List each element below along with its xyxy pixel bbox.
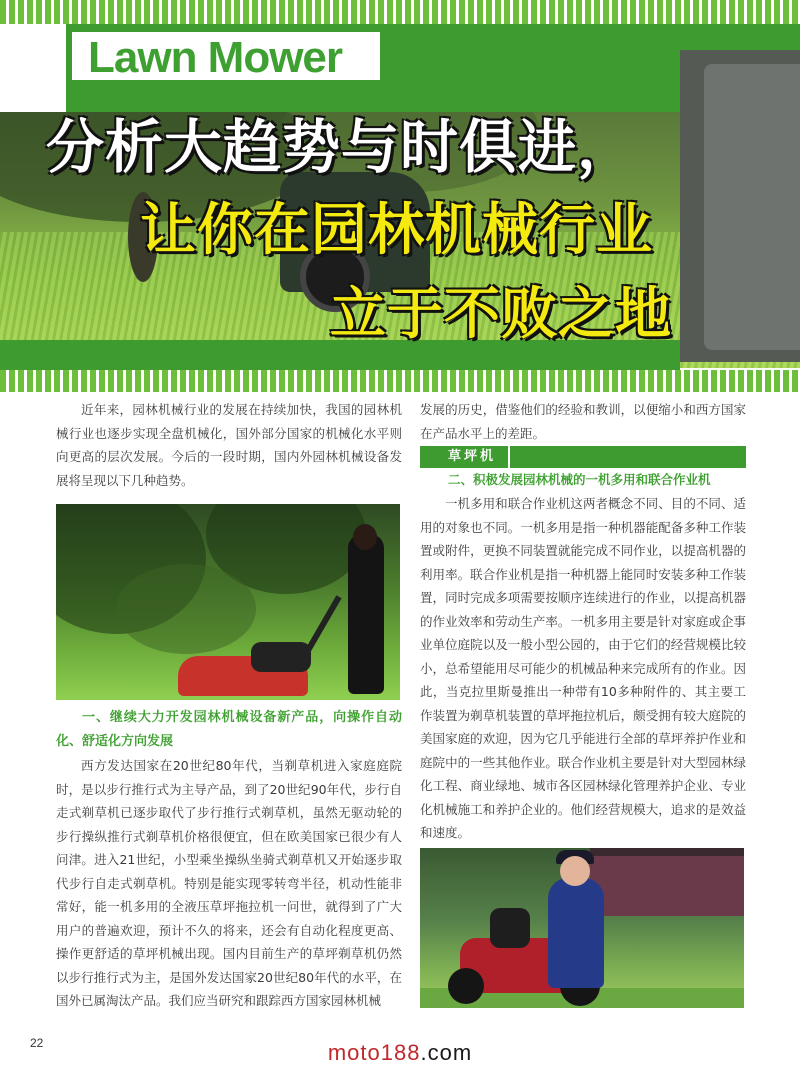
right-column-section-2 [420,492,746,845]
left-column-intro [56,398,402,492]
decorative-stripes-bottom [0,370,800,392]
english-title: Lawn Mower [88,33,343,82]
photo-man-on-lawn-tractor [420,848,744,1008]
section-2-body: 一机多用和联合作业机这两者概念不同、目的不同、适用的对象也不同。一机多用是指一种机器能配备多种工作装置或附件，更换不同装置就能完成不同作业，以提高机器的利用率。联合作业机是指一种机器上能同时安装多种工作装置，同时完成多项需要按顺序连续进行的作业，以提高机器的作业效率和劳动生产率。一机多用主要是针对家庭或企事业单位庭院以及一般小型公园的，由于它们的经营规模比较小，总希望能用尽可能少的机械品种来完成所有的作业。因此，当克拉里斯曼推出一种带有10多种附件的、其主要工作装置为剃草机装置的草坪拖拉机后，颇受拥有较大庭院的美国家庭的欢迎，因为它几乎能进行全部的草坪养护作业和庭院中的一些其他作业。联合作业机主要是针对大型园林绿化工程、商业绿地、城市各区园林绿化管理养护企业、专业化机械施工和养护企业的。他们经营规模大，追求的是效益和速度。 [420,496,746,840]
continued-paragraph: 发展的历史，借鉴他们的经验和教训，以便缩小和西方国家在产品水平上的差距。 [420,402,746,441]
site-watermark [0,1040,800,1066]
intro-paragraph: 近年来，园林机械行业的发展在持续加快，我国的园林机械行业也逐步实现全盘机械化，国外部分国家的机械化水平则向更高的层次发展。今后的一段时期，国内外园林机械设备发展将呈现以下几种趋势。 [56,402,402,488]
headline-line-3: 立于不败之地 [330,282,672,347]
section-1-heading: 一、继续大力开发园林机械设备新产品，向操作自动化、舒适化方向发展 [56,710,402,749]
section-tag-label: 草坪机 [448,449,497,464]
photo-woman-mowing-lawn [56,504,400,700]
section-1-body: 西方发达国家在20世纪80年代，当剃草机进入家庭庭院时，是以步行推行式为主导产品，到了20世纪90年代，步行自走式剃草机已逐步取代了步行推行式剃草机，虽然无驱动轮的步行操纵推行式剃草机价格很便宜，但在欧美国家已很少有人问津。进入21世纪，小型乘坐操纵坐骑式剃草机又开始逐步取代步行自走式剃草机。特别是能实现零转弯半径，机动性能非常好，能一机多用的全液压草坪拖拉机一问世，就得到了广大用户的普遍欢迎，预计不久的将来，还会有自动化程度更高、操作更舒适的草坪机械出现。国内目前生产的草坪剃草机仍然以步行推行式为主，是国外发达国家20世纪80年代的水平，在国外已属淘汰产品。我们应当研究和跟踪西方国家园林机械 [56,758,402,1008]
header-banner [0,0,800,400]
page-number: 22 [30,1036,44,1050]
headline-line-1: 分析大趋势与时俱进， [46,113,637,181]
section-2-heading: 二、积极发展园林机械的一机多用和联合作业机 [448,472,711,487]
gray-side-panel [680,50,800,362]
right-column-continued [420,398,746,445]
headline-line-2: 让你在园林机械行业 [140,198,653,263]
decorative-stripes-top [0,0,800,24]
left-column-section-1 [56,706,402,1013]
watermark-tld: .com [420,1040,473,1065]
watermark-domain: moto188 [327,1040,421,1065]
